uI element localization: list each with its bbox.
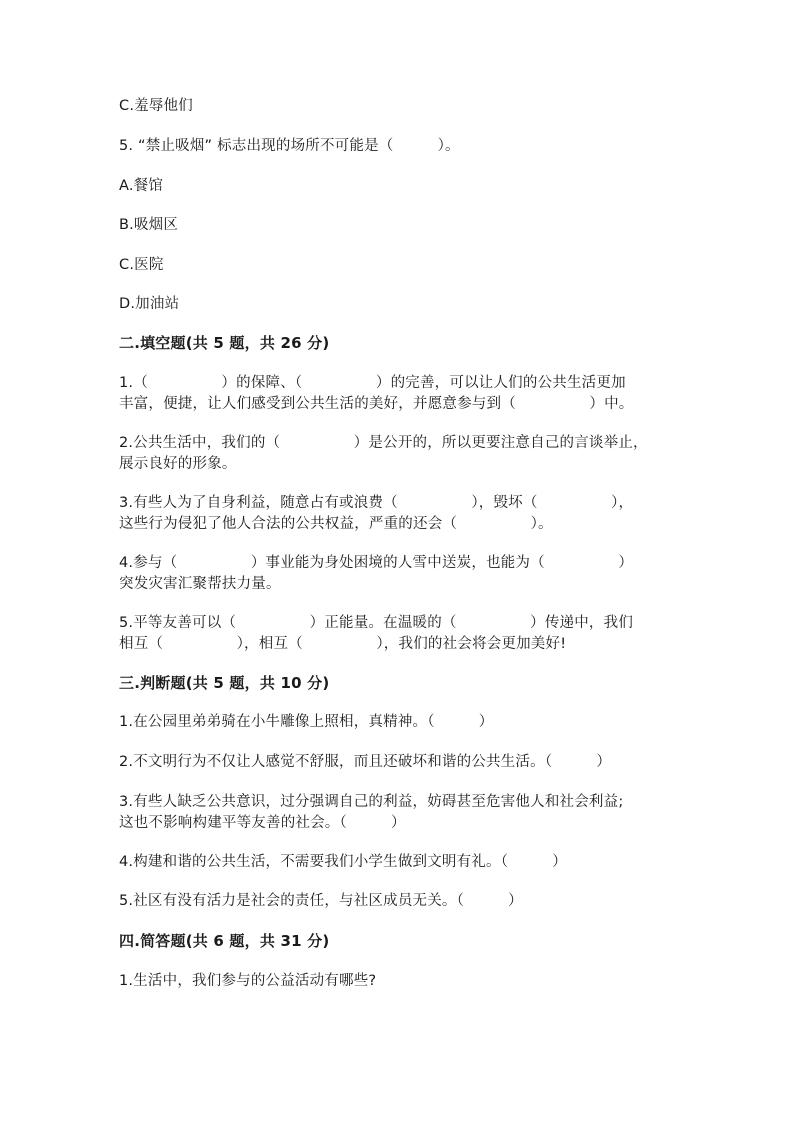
fill-q5-line2: 相互（ ），相互（ ），我们的社会将会更加美好! — [119, 636, 567, 652]
fill-q1-line1: 1.（ ）的保障、（ ）的完善，可以让人们的公共生活更加 — [119, 375, 626, 391]
section-title-short-answer: 四.简答题(共 6 题，共 31 分) — [119, 932, 330, 950]
q5-stem: 5. “禁止吸烟” 标志出现的场所不可能是（ ）。 — [119, 138, 460, 154]
tf-q2: 2.不文明行为不仅让人感觉不舒服，而且还破坏和谐的公共生活。（ ） — [119, 754, 612, 770]
tf-q5: 5.社区有没有活力是社会的责任，与社区成员无关。（ ） — [119, 893, 523, 909]
section-title-fill-blank: 二.填空题(共 5 题，共 26 分) — [119, 334, 330, 352]
q5-option-b: B.吸烟区 — [119, 217, 179, 233]
fill-q5-line1: 5.平等友善可以（ ）正能量。在温暖的（ ）传递中，我们 — [119, 615, 634, 631]
section-title-true-false: 三.判断题(共 5 题，共 10 分) — [119, 674, 330, 692]
fill-q3-line2: 这些行为侵犯了他人合法的公共权益，严重的还会（ ）。 — [119, 516, 553, 532]
tf-q4: 4.构建和谐的公共生活，不需要我们小学生做到文明有礼。（ ） — [119, 854, 567, 870]
sa-q1: 1.生活中，我们参与的公益活动有哪些? — [119, 973, 377, 989]
tf-q1: 1.在公园里弟弟骑在小牛雕像上照相，真精神。（ ） — [119, 714, 494, 730]
fill-q4-line2: 突发灾害汇聚帮扶力量。 — [119, 576, 281, 592]
tf-q3-line2: 这也不影响构建平等友善的社会。（ ） — [119, 815, 406, 831]
fill-q2-line2: 展示良好的形象。 — [119, 456, 237, 472]
q5-option-d: D.加油站 — [119, 296, 180, 312]
fill-q3-line1: 3.有些人为了自身利益，随意占有或浪费（ ），毁坏（ ）， — [119, 495, 634, 511]
q5-option-c: C.医院 — [119, 257, 164, 273]
fill-q4-line1: 4.参与（ ）事业能为身处困境的人雪中送炭，也能为（ ） — [119, 555, 634, 571]
tf-q3-line1: 3.有些人缺乏公共意识，过分强调自己的利益，妨碍甚至危害他人和社会利益; — [119, 794, 624, 810]
fill-q1-line2: 丰富，便捷，让人们感受到公共生活的美好，并愿意参与到（ ）中。 — [119, 396, 634, 412]
q4-option-c: C.羞辱他们 — [119, 98, 193, 114]
q5-option-a: A.餐馆 — [119, 178, 164, 194]
fill-q2-line1: 2.公共生活中，我们的（ ）是公开的，所以更要注意自己的言谈举止， — [119, 435, 648, 451]
